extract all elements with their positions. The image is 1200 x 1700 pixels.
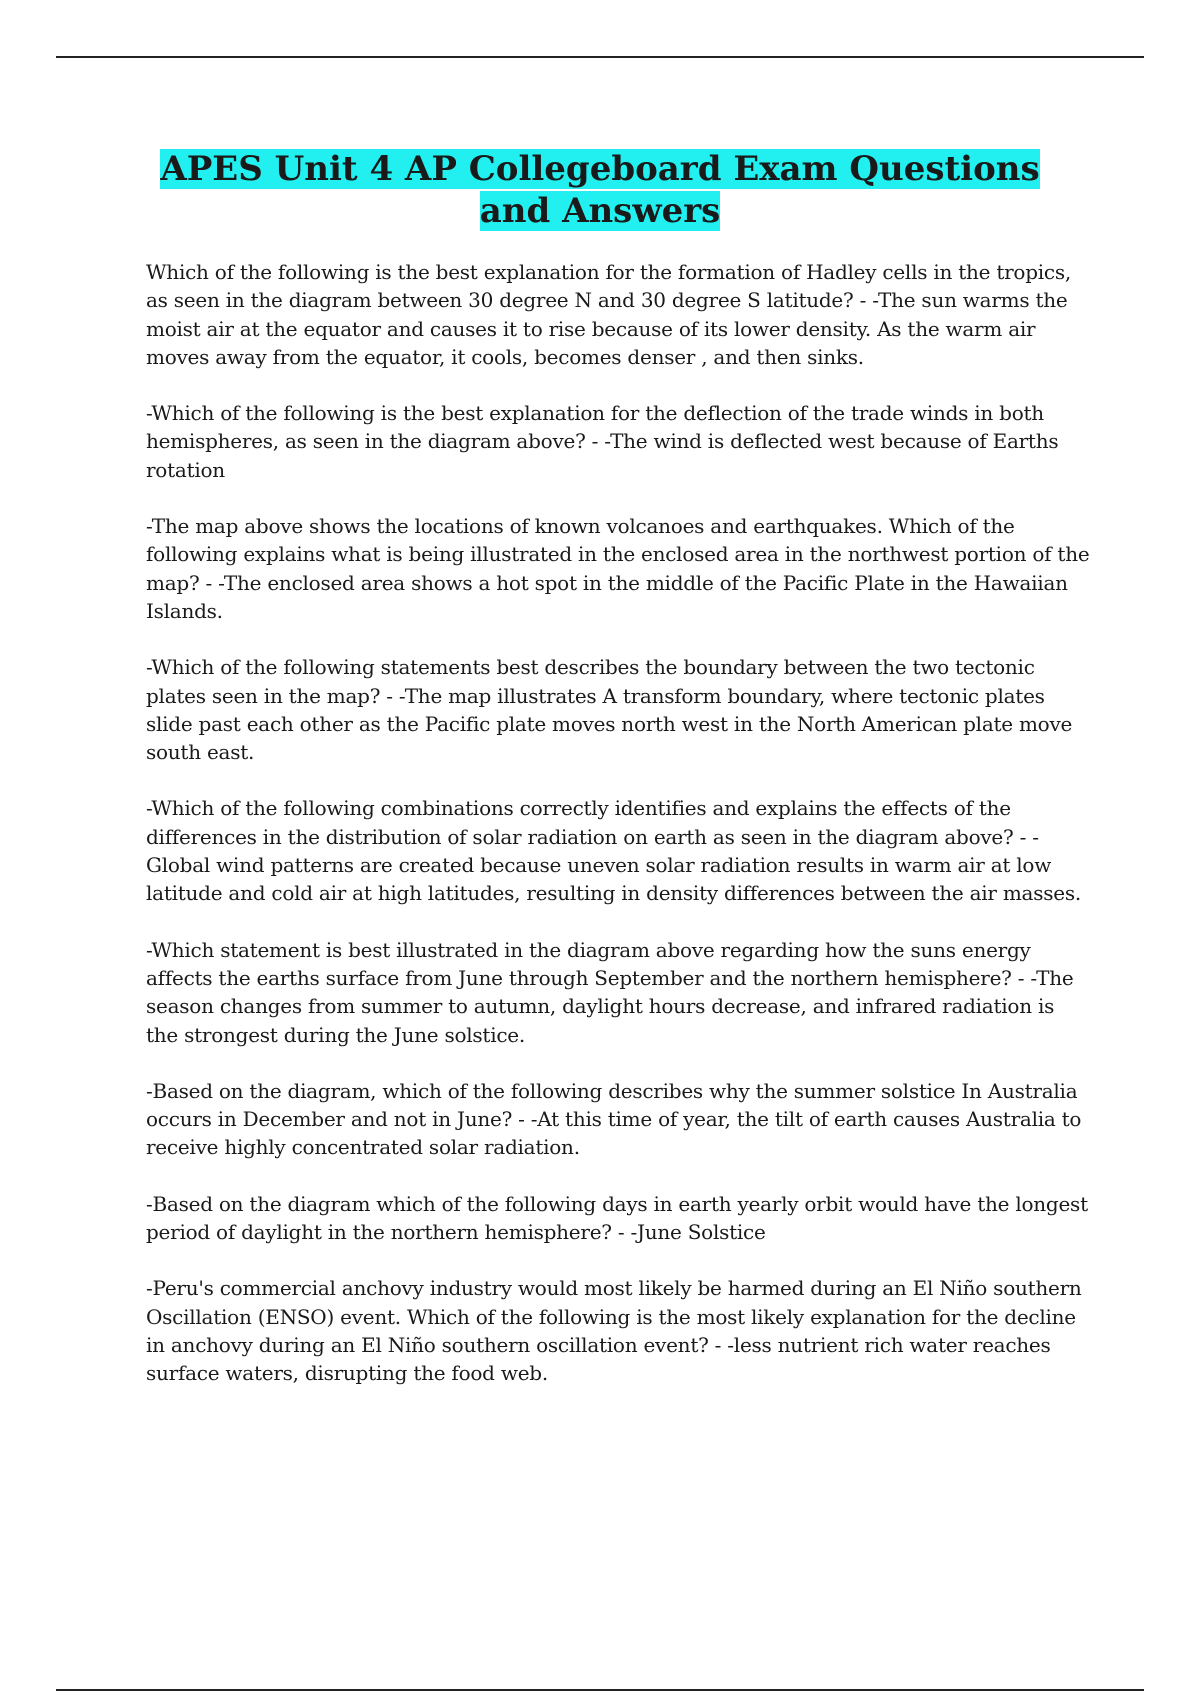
header-rule <box>56 56 1144 58</box>
qa-item-4: -Which of the following statements best describes the boundary between the two tectonic plates seen in the map? - -The map illustrates A transform boundary, where tectonic plates slide past each other as the Pacific plate moves north west in the North American plate move south east. <box>146 655 1073 765</box>
qa-item-2: -Which of the following is the best explanation for the deflection of the trade winds in both hemispheres, as seen in the diagram above? - -The wind is deflected west because of Earths rotation <box>146 401 1059 482</box>
qa-item-3: -The map above shows the locations of known volcanoes and earthquakes. Which of the following explains what is being illustrated in the enclosed area in the northwest portion of the map? - -The enclosed area shows a hot spot in the middle of the Pacific Plate in the Hawaiian Islands. <box>146 514 1090 623</box>
page-title: APES Unit 4 AP Collegeboard Exam Questions and Answers <box>160 149 1040 231</box>
qa-item-5: -Which of the following combinations correctly identifies and explains the effects of the differences in the distribution of solar radiation on earth as seen in the diagram above? - -Global wind patterns are created because uneven solar radiation results in warm air at low latitude and cold air at high latitudes, resulting in density differences between the air masses. <box>146 796 1081 906</box>
title-block <box>150 148 1050 232</box>
qa-item-9: -Peru's commercial anchovy industry would most likely be harmed during an El Niño southern Oscillation (ENSO) event. Which of the following is the most likely explanation for the decline in anchovy during an El Niño southern oscillation event? - -less nutrient rich water reaches surface waters, disrupting the food web. <box>146 1276 1082 1386</box>
qa-item-6: -Which statement is best illustrated in the diagram above regarding how the suns energy affects the earths surface from June through September and the northern hemisphere? - -The season changes from summer to autumn, daylight hours decrease, and infrared radiation is the strongest during the June solstice. <box>146 937 1074 1047</box>
qa-item-8: -Based on the diagram which of the following days in earth yearly orbit would have the longest period of daylight in the northern hemisphere? - -June Solstice <box>146 1191 1088 1245</box>
footer-rule <box>56 1689 1144 1691</box>
qa-item-1: Which of the following is the best explanation for the formation of Hadley cells in the tropics, as seen in the diagram between 30 degree N and 30 degree S latitude? - -The sun warms the moist air at the equator and causes it to rise because of its lower density. As the warm air moves away from the equator, it cools, becomes denser , and then sinks. <box>146 260 1071 369</box>
qa-item-7: -Based on the diagram, which of the following describes why the summer solstice In Australia occurs in December and not in June? - -At this time of year, the tilt of earth causes Australia to receive highly concentrated solar radiation. <box>146 1078 1082 1160</box>
qa-list <box>146 258 1092 1416</box>
